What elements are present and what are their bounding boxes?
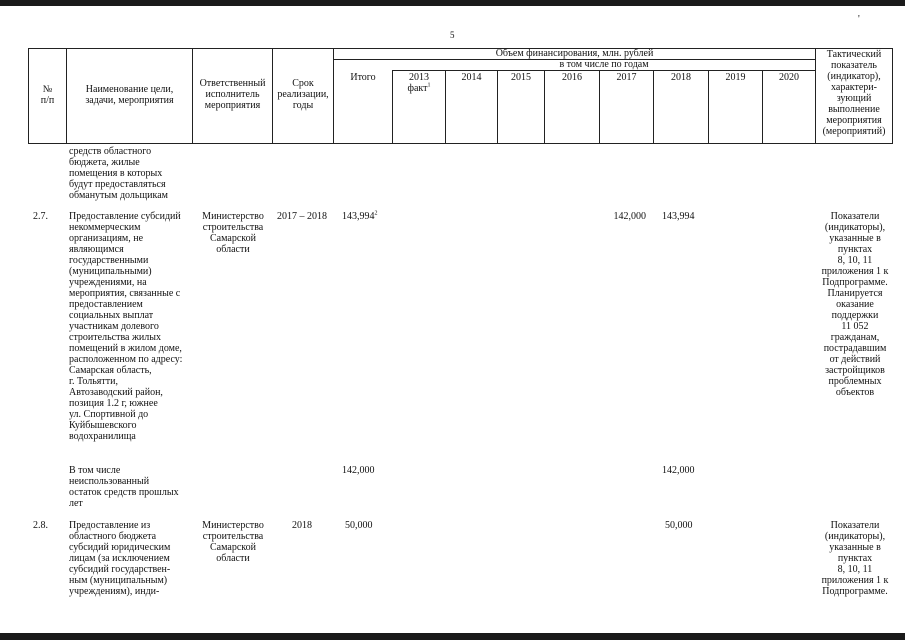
header-funding: Объем финансирования, млн. рублей (495, 48, 654, 59)
row-2-7-num: 2.7. (33, 211, 48, 222)
row-2-8-total: 50,000 (345, 520, 373, 531)
row-2-7-total: 143,994$^2$ (342, 210, 378, 222)
header-year-2019: 2019 (725, 72, 746, 83)
row-2-8-y2018: 50,000 (665, 520, 693, 531)
row-2-8-name: Предоставление из областного бюджета субсидий юридическим лицам (за исключением субсидий государствен- ным (муниципальным) учреждениям), инди- (69, 520, 171, 597)
header-year-2015: 2015 (511, 72, 531, 83)
scan-bottom-border (0, 633, 905, 640)
subrow-y2018: 142,000 (662, 465, 695, 476)
header-executor: Ответственный исполнитель мероприятия (199, 78, 266, 111)
header-total: Итого (350, 72, 376, 83)
header-term: Срок реализации, годы (277, 78, 329, 111)
header-year-2013: 2013 факт$^1$ (407, 72, 431, 94)
header-num: № п/п (40, 84, 55, 106)
row-2-8-num: 2.8. (33, 520, 48, 531)
header-year-2018: 2018 (671, 72, 691, 83)
scan-top-border (0, 0, 905, 6)
subrow-name: В том числе неиспользованный остаток средств прошлых лет (69, 465, 179, 509)
row-2-8-executor: Министерство строительства Самарской области (202, 520, 264, 564)
corner-mark: ' (858, 14, 860, 25)
row-2-7-y2018: 143,994 (662, 211, 695, 222)
continuation-text: средств областного бюджета, жилые помещения в которых будут предоставляться обманутым дольщикам (69, 146, 168, 201)
header-indicator: Тактический показатель (индикатор), характери- зующий выполнение мероприятия (мероприятий) (822, 49, 886, 137)
header-by-year: в том числе по годам (559, 59, 649, 70)
header-year-2014: 2014 (461, 72, 482, 83)
row-2-7-executor: Министерство строительства Самарской области (202, 211, 264, 255)
table-header (28, 48, 893, 144)
header-year-2017: 2017 (616, 72, 637, 83)
row-2-7-name: Предоставление субсидий некоммерческим организациям, не являющимся государственными (муниципальными) учреждениями, на мероприятия, связанные с предоставлением социальных выплат участникам долевого строительства жилых помещений в жилом доме, расположенном по адресу: Самарская область, г. Тольятти, Автозаводский район, позиция 1.2 г, южнее ул. Спортивной до Куйбышевского водохранилища (69, 211, 183, 442)
row-2-7-term: 2017 – 2018 (277, 211, 327, 222)
page-number: 5 (450, 30, 455, 40)
row-2-7-y2017: 142,000 (613, 211, 646, 222)
header-year-2016: 2016 (562, 72, 582, 83)
header-name: Наименование цели, задачи, мероприятия (85, 84, 174, 106)
header-year-2020: 2020 (779, 72, 799, 83)
subrow-total: 142,000 (342, 465, 375, 476)
row-2-8-indicator: Показатели (индикаторы), указанные в пунктах 8, 10, 11 приложения 1 к Подпрограмме. (821, 520, 889, 597)
row-2-8-term: 2018 (292, 520, 312, 531)
row-2-7-indicator: Показатели (индикаторы), указанные в пунктах 8, 10, 11 приложения 1 к Подпрограмме. Планируется оказание поддержки 11 052 гражданам, пострадавшим от действий застройщиков проблемных объектов (821, 211, 889, 398)
